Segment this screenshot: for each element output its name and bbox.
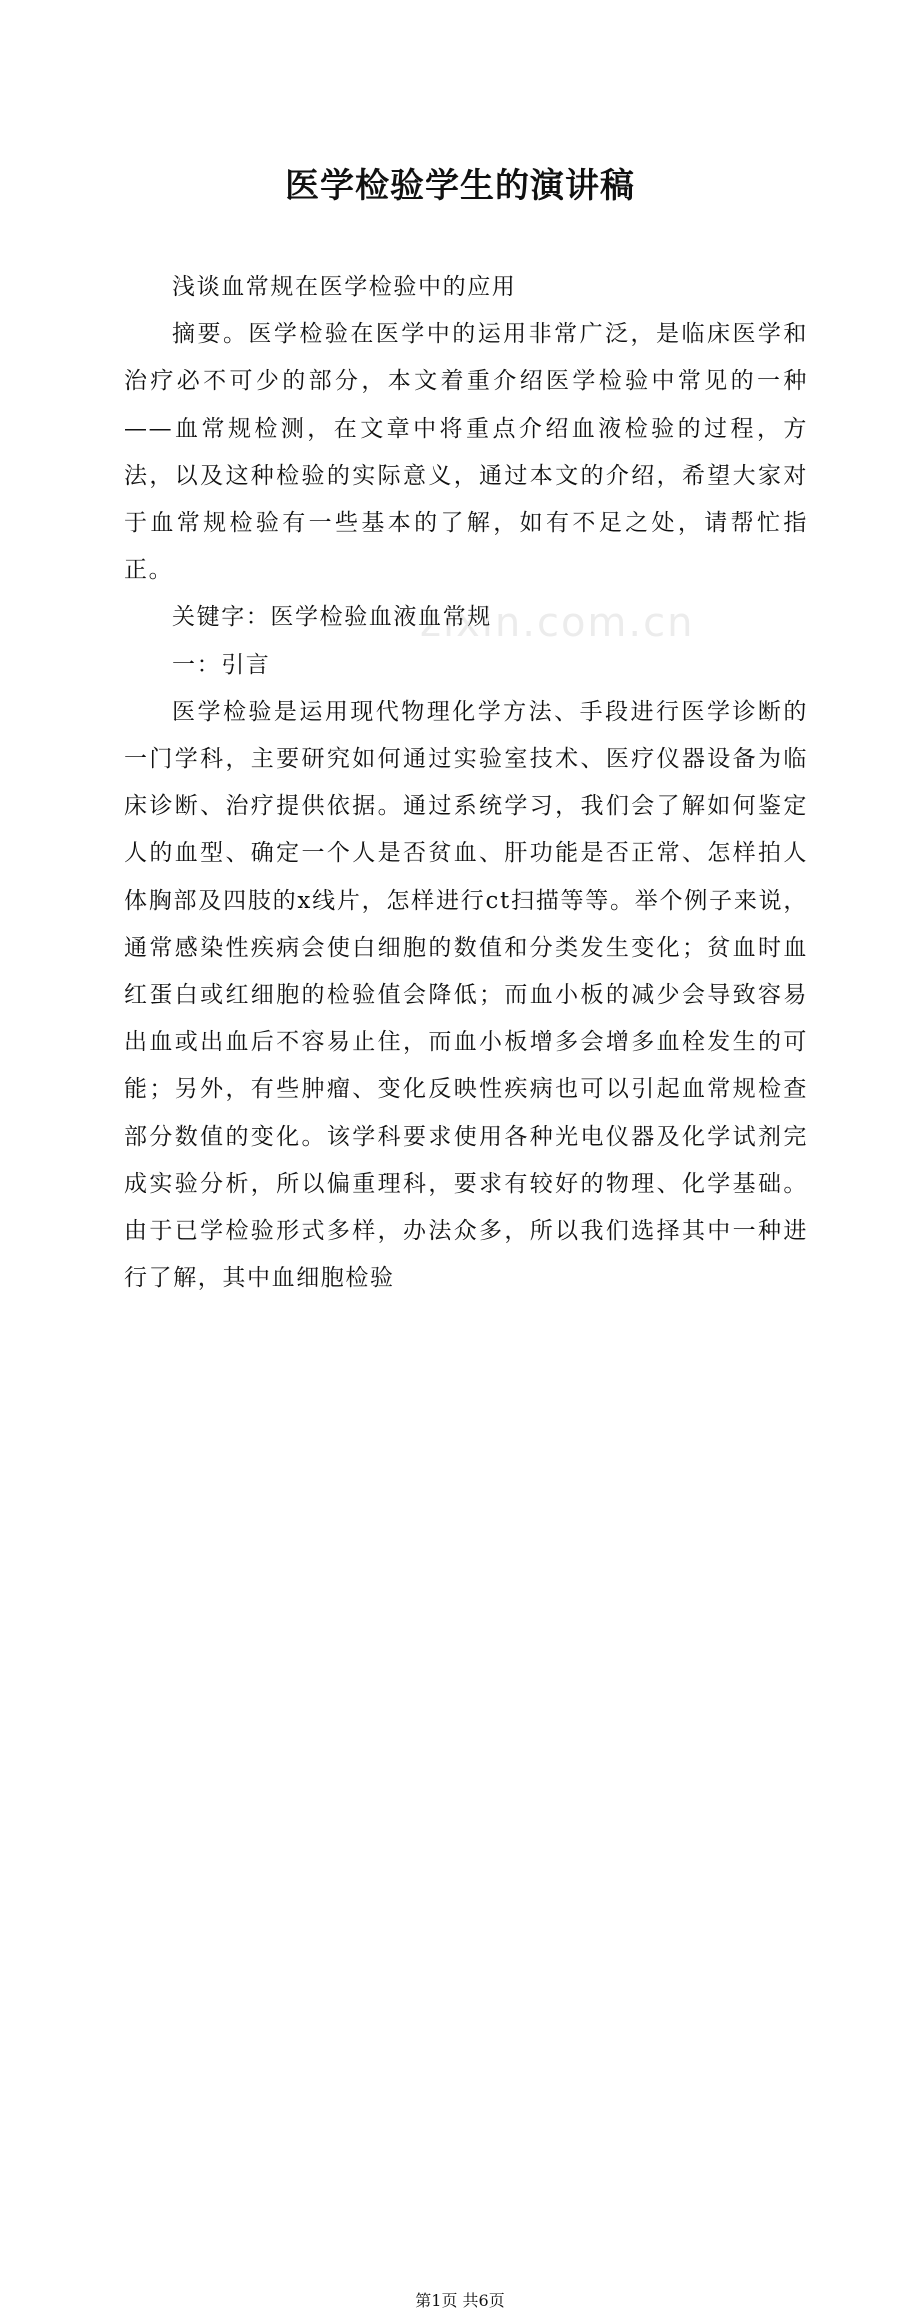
document-title: 医学检验学生的演讲稿	[285, 166, 635, 206]
watermark: zixin.com.cn	[420, 600, 695, 646]
keywords-paragraph: 关键字：医学检验血液血常规	[172, 604, 492, 631]
document-body	[124, 264, 808, 1302]
page-footer: 第1页 共6页	[415, 2291, 505, 2311]
intro-paragraph: 医学检验是运用现代物理化学方法、手段进行医学诊断的一门学科，主要研究如何通过实验室技术、医疗仪器设备为临床诊断、治疗提供依据。通过系统学习，我们会了解如何鉴定人的血型、确定一个人是否贫血、肝功能是否正常、怎样拍人体胸部及四肢的x线片，怎样进行ct扫描等等。举个例子来说，通常感染性疾病会使白细胞的数值和分类发生变化；贫血时血红蛋白或红细胞的检验值会降低；而血小板的减少会导致容易出血或出血后不容易止住，而血小板增多会增多血栓发生的可能；另外，有些肿瘤、变化反映性疾病也可以引起血常规检查部分数值的变化。该学科要求使用各种光电仪器及化学试剂完成实验分析，所以偏重理科，要求有较好的物理、化学基础。由于已学检验形式多样，办法众多，所以我们选择其中一种进行了解，其中血细胞检验	[124, 698, 808, 1292]
subtitle-paragraph: 浅谈血常规在医学检验中的应用	[172, 274, 517, 300]
section-heading: 一：引言	[172, 651, 271, 678]
abstract-paragraph: 摘要。医学检验在医学中的运用非常广泛，是临床医学和治疗必不可少的部分，本文着重介绍医学检验中常见的一种——血常规检测，在文章中将重点介绍血液检验的过程，方法，以及这种检验的实际意义，通过本文的介绍，希望大家对于血常规检验有一些基本的了解，如有不足之处，请帮忙指正。	[124, 321, 808, 584]
